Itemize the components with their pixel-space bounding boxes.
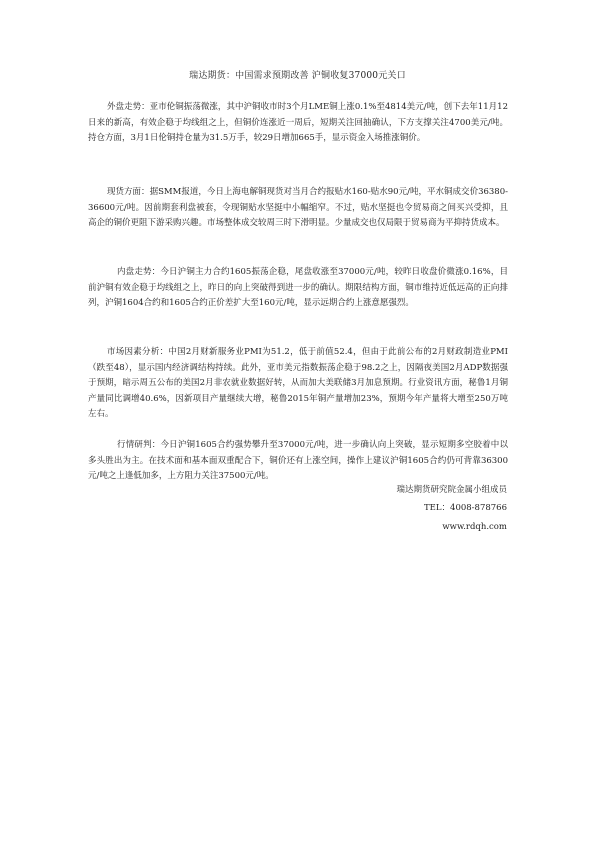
- paragraph-market-factors: 市场因素分析：中国2月财新服务业PMI为51.2，低于前值52.4，但由于此前公布的2月财政制造业PMI（跌至48），显示国内经济调结构持续。此外，亚市美元指数振荡企稳于98.2之上，因隔夜美国2月ADP数据强于预期，暗示周五公布的美国2月非农就业数据好转，从而加大美联储3月加息预期。行业资讯方面，秘鲁1月铜产量同比调增40.6%，因新项目产量继续大增，秘鲁2015年铜产量增加23%，预期今年产量将大增至250万吨左右。: [88, 347, 508, 420]
- document-title: 瑞达期货：中国需求预期改善 沪铜收复37000元关口: [189, 71, 406, 81]
- paragraph-domestic-market: 内盘走势：今日沪铜主力合约1605振荡企稳，尾盘收涨至37000元/吨，较昨日收盘价微涨0.16%，目前沪铜有效企稳于均线组之上，昨日的向上突破得到进一步的确认。期限结构方面，铜市维持近低远高的正向排列，沪铜1604合约和1605合约正价差扩大至160元/吨，显示远期合约上涨意愿强烈。: [88, 267, 508, 309]
- paragraph-spot-market: 现货方面：据SMM报道，今日上海电解铜现货对当月合约报贴水160-贴水90元/吨，平水铜成交价36380-36600元/吨。因前期套利盘被套，令现铜贴水坚挺中小幅缩窄。不过，贴水坚挺也令贸易商之间买兴受抑，且高企的铜价更阻下游采购兴趣。市场整体成交较周三时下滑明显。少量成交也仅局限于贸易商为平抑持货成本。: [88, 187, 508, 229]
- paragraph-outlook: 行情研判：今日沪铜1605合约强势攀升至37000元/吨，进一步确认向上突破，显示短期多空胶着中以多头胜出为主。在技术面和基本面双重配合下，铜价还有上涨空间，操作上建议沪铜1605合约仍可背靠36300元/吨之上逢低加多，上方阻力关注37500元/吨。: [88, 440, 508, 482]
- signature-web: www.rdqh.com: [442, 522, 507, 532]
- signature-tel: TEL：4008-878766: [424, 503, 507, 513]
- paragraph-foreign-market: 外盘走势：亚市伦铜振荡微涨，其中沪铜收市时3个月LME铜上涨0.1%至4814美元/吨，创下去年11月12日来的新高，有效企稳于均线组之上，但铜价连涨近一周后，短期关注回抽确认，下方支撑关注4700美元/吨。持仓方面，3月1日伦铜持仓量为31.5万手，较29日增加665手，显示资金入场推涨铜价。: [88, 102, 508, 144]
- signature-org: 瑞达期货研究院金属小组成员: [396, 485, 507, 495]
